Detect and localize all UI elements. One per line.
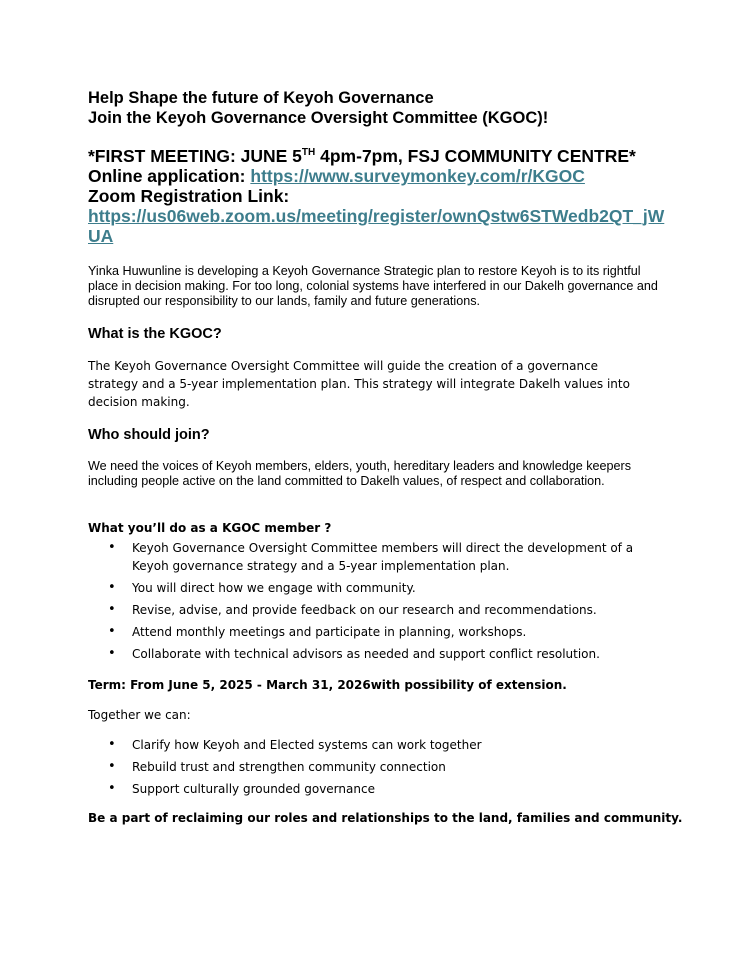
online-application-link[interactable]: https://www.surveymonkey.com/r/KGOC: [250, 166, 585, 186]
meeting-details: 4pm-7pm, FSJ COMMUNITY CENTRE*: [315, 146, 636, 166]
zoom-registration-link-cont[interactable]: [88, 226, 113, 246]
what-is-heading: What is the KGOC?: [88, 326, 222, 342]
online-application-line: [88, 166, 585, 186]
term-line: Term: From June 5, 2025 - March 31, 2026with possibility of extension.: [88, 678, 567, 692]
together-list: [88, 736, 648, 798]
list-item: • Support culturally grounded governance: [88, 780, 648, 798]
intro-paragraph: Yinka Huwunline is developing a Keyoh Governance Strategic plan to restore Keyoh is to its rightful place in decision making. For too long, colonial systems have interfered in our Dakelh governance and disrupted our responsibility to our lands, family and future generations.: [88, 264, 658, 308]
who-heading: Who should join?: [88, 427, 210, 443]
member-heading: What you’ll do as a KGOC member ?: [88, 521, 332, 535]
zoom-link-line-1[interactable]: https://us06web.zoom.us/meeting/register/ownQstw6STWedb2QT_jW: [88, 206, 665, 226]
zoom-registration-link[interactable]: [88, 206, 664, 226]
list-item: • Rebuild trust and strengthen community connection: [88, 758, 648, 776]
list-item: • Revise, advise, and provide feedback on our research and recommendations.: [88, 601, 648, 619]
list-item: • You will direct how we engage with community.: [88, 579, 648, 597]
list-item: • Attend monthly meetings and participate in planning, workshops.: [88, 623, 648, 641]
list-item: • Keyoh Governance Oversight Committee members will direct the development of a Keyoh governance strategy and a 5-year implementation plan.: [88, 539, 648, 575]
meeting-date: *FIRST MEETING: JUNE 5: [88, 146, 302, 166]
list-item: • Collaborate with technical advisors as needed and support conflict resolution.: [88, 645, 648, 663]
title-line-1: Help Shape the future of Keyoh Governance: [88, 89, 434, 107]
closing-line: Be a part of reclaiming our roles and relationships to the land, families and community.: [88, 811, 683, 825]
zoom-registration-label: Zoom Registration Link:: [88, 186, 290, 206]
title-line-2: Join the Keyoh Governance Oversight Committee (KGOC)!: [88, 109, 549, 127]
zoom-link-line-2[interactable]: UA: [88, 226, 114, 246]
who-paragraph: We need the voices of Keyoh members, elders, youth, hereditary leaders and knowledge keepers including people active on the land committed to Dakelh values, of respect and collaboration.: [88, 459, 632, 488]
what-is-paragraph: The Keyoh Governance Oversight Committee will guide the creation of a governance strategy and a 5-year implementation plan. This strategy will integrate Dakelh values into decision making.: [88, 359, 630, 409]
meeting-date-superscript: TH: [301, 147, 316, 159]
member-list: [88, 539, 648, 663]
together-label: Together we can:: [88, 708, 191, 722]
list-item: • Clarify how Keyoh and Elected systems can work together: [88, 736, 648, 754]
online-application-label: Online application:: [88, 166, 251, 186]
first-meeting-line: [88, 146, 636, 166]
